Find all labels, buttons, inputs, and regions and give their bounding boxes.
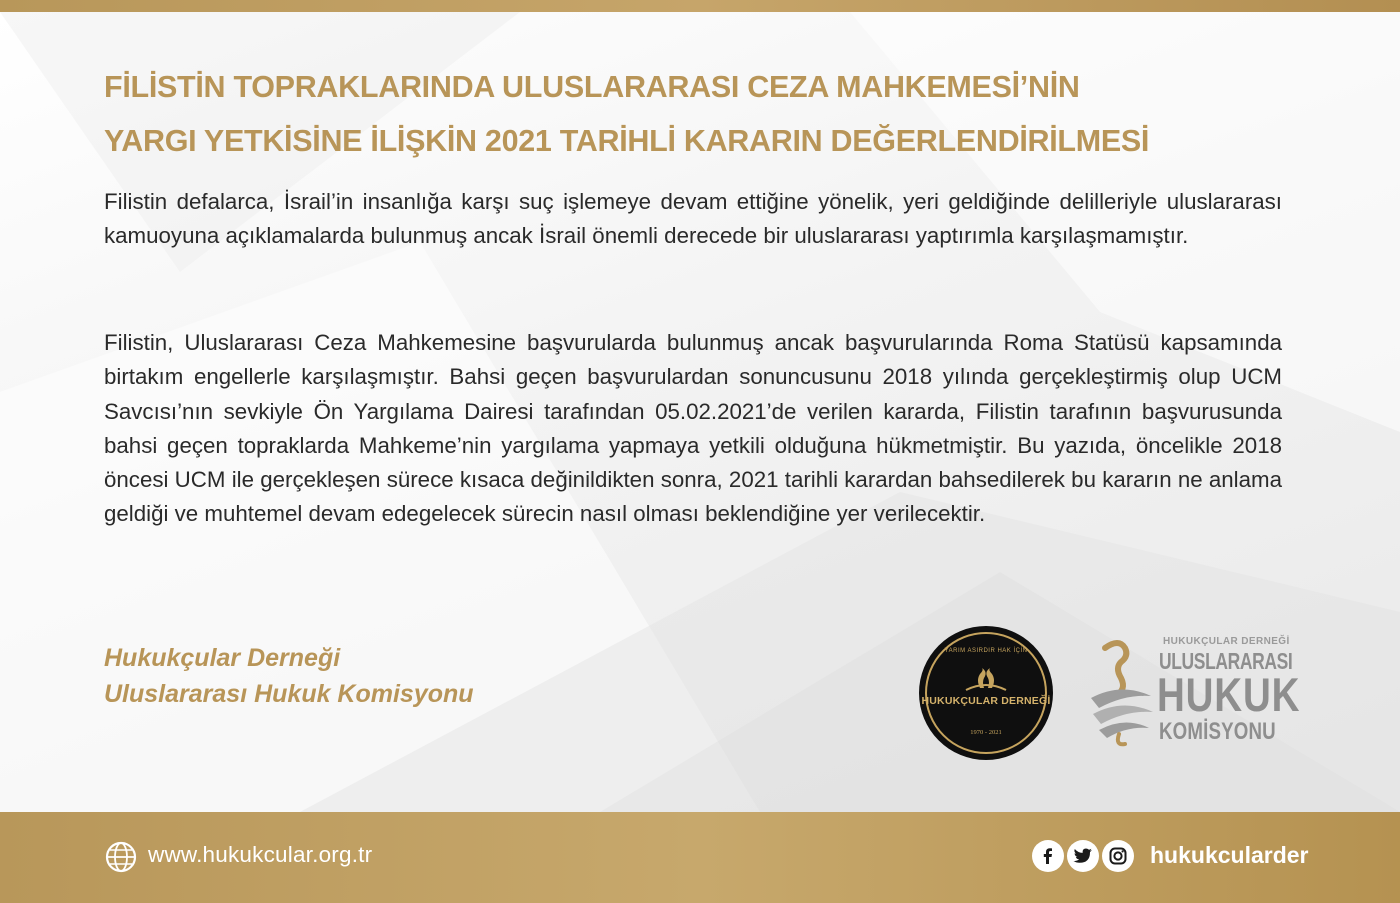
title-line-2: YARGI YETKİSİNE İLİŞKİN 2021 TARİHLİ KARARIN DEĞERLENDİRİLMESİ [104, 124, 1150, 158]
globe-icon [105, 841, 137, 873]
social-handle-link[interactable]: hukukcularder [1150, 842, 1309, 868]
signature [104, 640, 474, 712]
document-title [104, 60, 1304, 168]
facebook-icon[interactable] [1032, 840, 1064, 872]
paragraph-1: Filistin defalarca, İsrail’in insanlığa karşı suç işlemeye devam ettiğine yönelik, yeri geldiğinde delilleriyle uluslararası kamuoyuna açıklamalarda bulunmuş ancak İsrail önemli derecede bir uluslararası yaptırımla karşılaşmamıştır. [104, 189, 1282, 249]
seal-name: HUKUKÇULAR DERNEĞİ [921, 695, 1051, 707]
seal-years: 1970 - 2021 [970, 729, 1002, 736]
commission-logo-line-2: HUKUK [1157, 668, 1301, 721]
title-line-1: FİLİSTİN TOPRAKLARINDA ULUSLARARASI CEZA MAHKEMESİ’NİN [104, 70, 1080, 104]
commission-logo-line-3: KOMİSYONU [1159, 718, 1276, 745]
seahorse-emblem-icon [962, 666, 1010, 694]
instagram-icon[interactable] [1102, 840, 1134, 872]
seal-top-text: YARIM ASIRDIR HAK İÇİN [944, 648, 1028, 654]
footer-bar [0, 812, 1400, 903]
twitter-icon[interactable] [1067, 840, 1099, 872]
paragraph-2: Filistin, Uluslararası Ceza Mahkemesine başvurularda bulunmuş ancak başvurularında Roma Statüsü kapsamında birtakım engellerle karşılaşmıştır. Bahsi geçen başvurulardan sonuncusunu 2018 yılında gerçekleştirmiş olup UCM Savcısı’nın sevkiyle Ön Yargılama Dairesi tarafından 05.02.2021’de verilen kararda, Filistin tarafının başvurusunda bahsi geçen topraklarda Mahkeme’nin yargılama yapmaya yetkili olduğuna hükmetmiştir. Bu yazıda, öncelikle 2018 öncesi UCM ile gerçekleşen sürece kısaca değinildikten sonra, 2021 tarihli karardan bahsedilerek bu kararın ne anlama geldiği ve muhtemel devam edegelecek sürecin nasıl olması beklendiğine yer verilecektir. [104, 330, 1282, 527]
signature-organization: Hukukçular Derneği [104, 644, 341, 672]
website-link[interactable]: www.hukukcular.org.tr [148, 842, 373, 867]
association-seal-logo [919, 626, 1053, 760]
commission-logo [1085, 636, 1301, 748]
seahorse-swirl-icon [1085, 638, 1157, 748]
commission-logo-line-1: ULUSLARARASI [1159, 648, 1293, 674]
social-icons [1032, 840, 1134, 874]
commission-logo-org: HUKUKÇULAR DERNEĞİ [1163, 636, 1290, 647]
signature-commission: Uluslararası Hukuk Komisyonu [104, 680, 474, 708]
top-gold-bar [0, 0, 1400, 12]
